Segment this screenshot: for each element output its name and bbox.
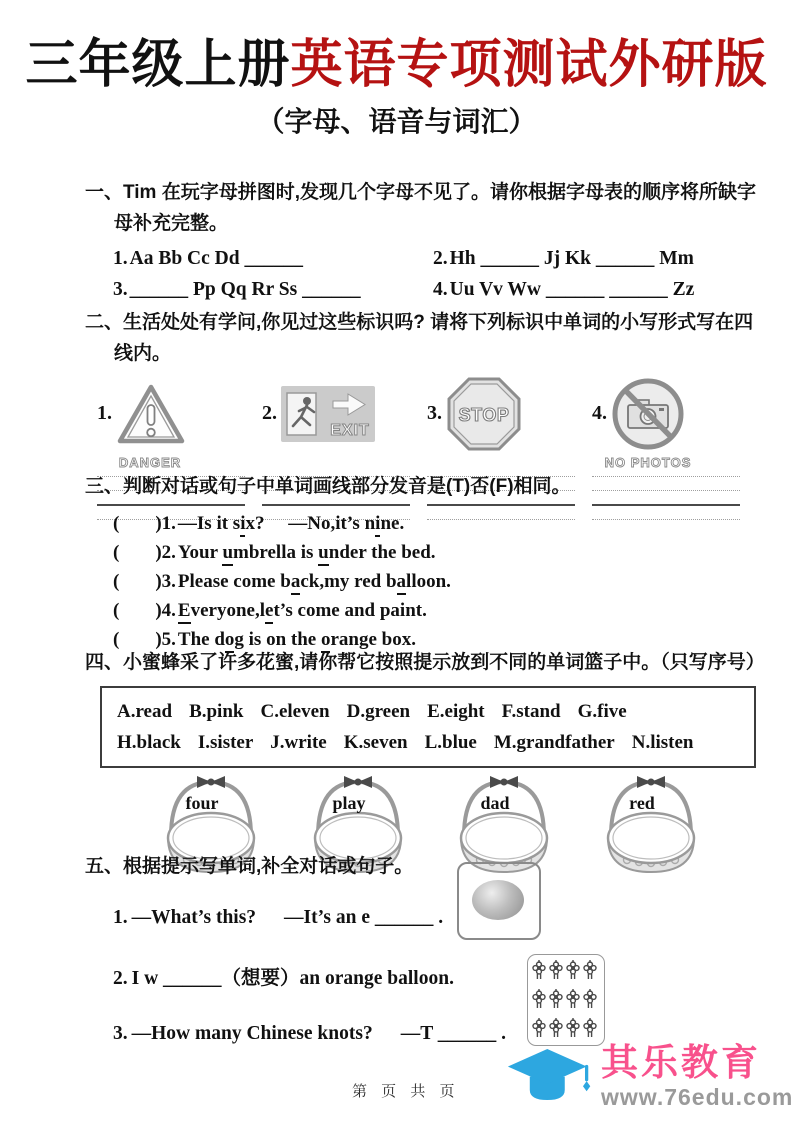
item-number: 3. [427,402,442,425]
item-number: 2. [113,967,128,989]
sign-label-row [427,454,592,471]
section1-items [113,248,769,301]
sentence-item [113,907,769,929]
underlined-letter: i [375,513,380,537]
item-number: 1. [97,402,112,425]
answer-paren-close: ) [155,570,162,592]
word-option: D.green [346,700,411,722]
svg-text:four: four [185,792,219,813]
section3-items [113,509,769,654]
item-number: 1. [161,512,176,534]
underlined-letter: o [225,629,235,653]
chinese-knots-image [527,954,605,1046]
underlined-letter: u [222,542,233,566]
question-text: I w ______（想要）an orange balloon. [131,967,454,989]
letter-sequence: Hh ______ Jj Kk ______ Mm [449,247,694,269]
sign-icon-row [427,374,592,454]
sentence-text: g is on the [234,628,321,650]
word-option: L.blue [424,731,477,753]
sentence-text: t’s come and paint. [273,599,427,621]
item-number: 2. [433,247,448,269]
item-number: 4. [161,599,176,621]
underlined-letter: a [397,571,407,595]
word-option: I.sister [197,731,254,753]
letter-sequence: Uu Vv Ww ______ ______ Zz [449,278,695,300]
svg-text:EXIT: EXIT [330,421,370,439]
underlined-letter: o [321,629,331,653]
page-title [0,22,793,97]
item-number: 1. [113,247,128,269]
stop-sign-icon [446,376,522,452]
svg-text:play: play [332,792,366,813]
word-option: N.listen [631,731,694,753]
sign-icon-row [97,374,262,454]
sentence-text: range box. [330,628,416,650]
answer-paren-open: ( [113,570,120,592]
letter-item [113,248,433,270]
sentence-text: Please come b [177,570,291,592]
word-option: A.read [117,700,173,722]
sentence-text: veryone,l [190,599,265,621]
word-option: G.five [577,700,627,722]
section2-heading: 二、生活处处有学问,你见过这些标识吗? 请将下列标识中单词的小写形式写在四线内。 [85,312,754,364]
sign-icon-row [262,374,427,454]
sentence-text: ck,my red b [300,570,397,592]
section5-heading: 五、根据提示写单词,补全对话或句子。 [85,856,414,877]
underlined-letter: i [240,513,245,537]
logo-text [601,1042,793,1111]
item-number: 3. [113,1022,128,1044]
question-text: —What’s this? [131,906,257,928]
word-option: J.write [270,731,327,753]
page-subtitle: （字母、语音与词汇） [256,106,537,137]
answer-paren-close: ) [155,541,162,563]
item-number: 2. [161,541,176,563]
svg-text:red: red [629,792,655,813]
word-option: C.eleven [260,700,330,722]
pronunciation-item [113,596,769,625]
word-bank-box [100,686,756,768]
word-option: K.seven [343,731,408,753]
sentence-text: x? —No,it’s n [245,512,376,534]
item-number: 4. [592,402,607,425]
item-number: 3. [113,278,128,300]
letter-item [433,279,769,301]
word-bank-row [117,727,739,758]
page-number: 第 页 共 页 [352,1083,460,1100]
egg-image [457,862,541,940]
item-number: 1. [113,906,128,928]
answer-text: —It’s an e ______ . [284,906,444,928]
answer-paren-close: ) [155,628,162,650]
pronunciation-item [113,567,769,596]
chinese-knots-grid [528,955,601,1042]
item-number: 5. [161,628,176,650]
answer-paren-open: ( [113,599,120,621]
letter-sequence: ______ Pp Qq Rr Ss ______ [129,278,361,300]
word-option: H.black [117,731,181,753]
word-option: F.stand [501,700,561,722]
section1-heading: 一、Tim 在玩字母拼图时,发现几个字母不见了。请你根据字母表的顺序将所缺字母补充完整。 [85,182,756,234]
exit-sign-icon [281,386,375,442]
title-grade: 三年级上册 [25,36,291,94]
sentence-text: mbrella is [233,541,319,563]
danger-label [97,454,227,470]
svg-text:NO PHOTOS: NO PHOTOS [604,454,692,470]
svg-text:DANGER: DANGER [118,454,182,470]
letter-sequence: Aa Bb Cc Dd ______ [129,247,303,269]
answer-text: —T ______ . [400,1022,506,1044]
section4-heading: 四、小蜜蜂采了许多花蜜,请你帮它按照提示放到不同的单词篮子中。（只写序号） [85,652,765,673]
sentence-item [113,962,769,990]
underlined-letter: u [318,542,329,566]
graduation-cap-icon [505,1038,591,1114]
question-text: —How many Chinese knots? [131,1022,373,1044]
publisher-logo [505,1038,793,1114]
word-option: M.grandfather [493,731,615,753]
underlined-letter: a [291,571,301,595]
item-number: 4. [433,278,448,300]
item-number: 2. [262,402,277,425]
answer-paren-open: ( [113,512,120,534]
pronunciation-item [113,509,769,538]
sign-label-row [262,454,427,471]
letter-item [433,248,769,270]
no-photos-icon [611,377,685,451]
underlined-letter: E [178,600,191,624]
egg-shape [472,880,524,920]
section-word-baskets [85,648,769,876]
sign-label-row [97,454,262,471]
sentence-text: The d [177,628,225,650]
answer-paren-close: ) [155,512,162,534]
answer-paren-open: ( [113,541,120,563]
svg-text:dad: dad [480,792,510,813]
no-photos-label [592,454,732,470]
sign-label-row [592,454,757,471]
svg-text:STOP: STOP [458,404,510,425]
word-option: E.eight [427,700,485,722]
sentence-text: —Is it s [177,512,241,534]
item-number: 3. [161,570,176,592]
letter-item [113,279,433,301]
section3-heading: 三、判断对话或句子中单词画线部分发音是(T)否(F)相同。 [85,476,571,497]
word-bank-row [117,696,739,727]
pronunciation-item [113,538,769,567]
danger-triangle-icon [116,382,186,446]
logo-brand-name: 其乐教育 [601,1041,761,1083]
sentence-text: nder the bed. [328,541,436,563]
sentence-text: Your [177,541,223,563]
answer-paren-open: ( [113,628,120,650]
answer-paren-close: ) [155,599,162,621]
sign-icon-row [592,374,757,454]
section-pronunciation [85,472,769,654]
word-option: B.pink [189,700,244,722]
logo-website: www.76edu.com [601,1083,793,1110]
sentence-text: lloon. [406,570,451,592]
title-subject: 英语专项测试外研版 [290,36,768,94]
underlined-letter: e [265,600,273,624]
section-missing-letters [85,178,769,301]
sentence-text: ne. [380,512,405,534]
